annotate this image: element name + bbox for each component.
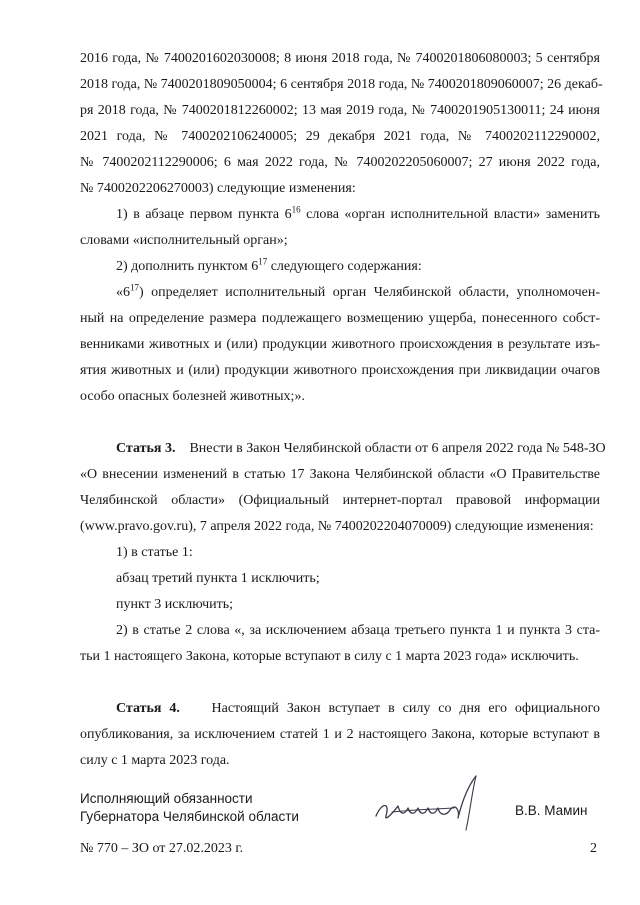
article-4-first-line: Статья 4. Настоящий Закон вступает в силу со дня его официального xyxy=(116,701,600,716)
article-4-heading: Статья 4. xyxy=(116,701,180,716)
amendment-item-1-cont: словами «исполнительный орган»; xyxy=(80,233,288,248)
quoted-line: особо опасных болезней животных;». xyxy=(80,389,305,404)
article-3-item: абзац третий пункта 1 исключить; xyxy=(116,571,320,586)
quoted-point: «$6^{17}$) определяет исполнительный орган Челябинской области, уполномочен- xyxy=(116,282,600,300)
body-line: 2021 года, № 7400202106240005; 29 декабря 2021 года, № 7400202112290002, xyxy=(80,129,600,144)
article-3-last-line: тьи 1 настоящего Закона, которые вступают в силу с 1 марта 2023 года» исключить. xyxy=(80,649,579,664)
body-line: ря 2018 года, № 7400201812260002; 13 мая 2019 года, № 7400201905130011; 24 июня xyxy=(80,103,600,118)
article-3-first-line: Статья 3. Внести в Закон Челябинской области от 6 апреля 2022 года № 548-ЗО xyxy=(116,441,606,456)
body-line: № 7400202112290006; 6 мая 2022 года, № 7400202205060007; 27 июня 2022 года, xyxy=(80,155,600,170)
article-4-line: опубликования, за исключением статей 1 и 2 настоящего Закона, которые вступают в xyxy=(80,727,600,742)
signatory-name: В.В. Мамин xyxy=(515,803,588,818)
article-3-item: 1) в статье 1: xyxy=(116,545,193,560)
article-3-line: Челябинской области» (Официальный интернет-портал правовой информации xyxy=(80,493,600,508)
quoted-line: венниками животных и (или) продукции животного происхождения в результате изъ- xyxy=(80,337,600,352)
article-3-heading: Статья 3. xyxy=(116,441,176,456)
signatory-title-line-1: Исполняющий обязанности xyxy=(80,791,253,806)
article-3-line: «О внесении изменений в статью 17 Закона Челябинской области «О Правительстве xyxy=(80,467,600,482)
page-number: 2 xyxy=(590,841,597,856)
signatory-title-line-2: Губернатора Челябинской области xyxy=(80,809,299,824)
law-registration-number: № 770 – ЗО от 27.02.2023 г. xyxy=(80,841,244,856)
amendment-item-2: 2) дополнить пунктом $6^{17}$ следующего содержания: xyxy=(116,256,422,274)
article-3-item: пункт 3 исключить; xyxy=(116,597,234,612)
body-line: 2018 года, № 7400201809050004; 6 сентября 2018 года, № 7400201809060007; 26 декаб- xyxy=(80,77,603,92)
handwritten-signature xyxy=(372,772,492,832)
amendment-item-1: 1) в абзаце первом пункта $6^{16}$ слова «орган исполнительной власти» заменить xyxy=(116,204,601,222)
body-line: 2016 года, № 7400201602030008; 8 июня 2018 года, № 7400201806080003; 5 сентября xyxy=(80,51,600,66)
article-3-item: 2) в статье 2 слова «, за исключением абзаца третьего пункта 1 и пункта 3 ста- xyxy=(116,623,600,638)
quoted-line: ятия животных и (или) продукции животного происхождения при ликвидации очагов xyxy=(80,363,600,378)
quoted-line: ный на определение размера подлежащего возмещению ущерба, понесенного собст- xyxy=(80,311,600,326)
article-3-line: (www.pravo.gov.ru), 7 апреля 2022 года, № 7400202204070009) следующие изменения: xyxy=(80,519,594,534)
article-4-line: силу с 1 марта 2023 года. xyxy=(80,753,230,768)
body-line: № 7400202206270003) следующие изменения: xyxy=(80,181,356,196)
